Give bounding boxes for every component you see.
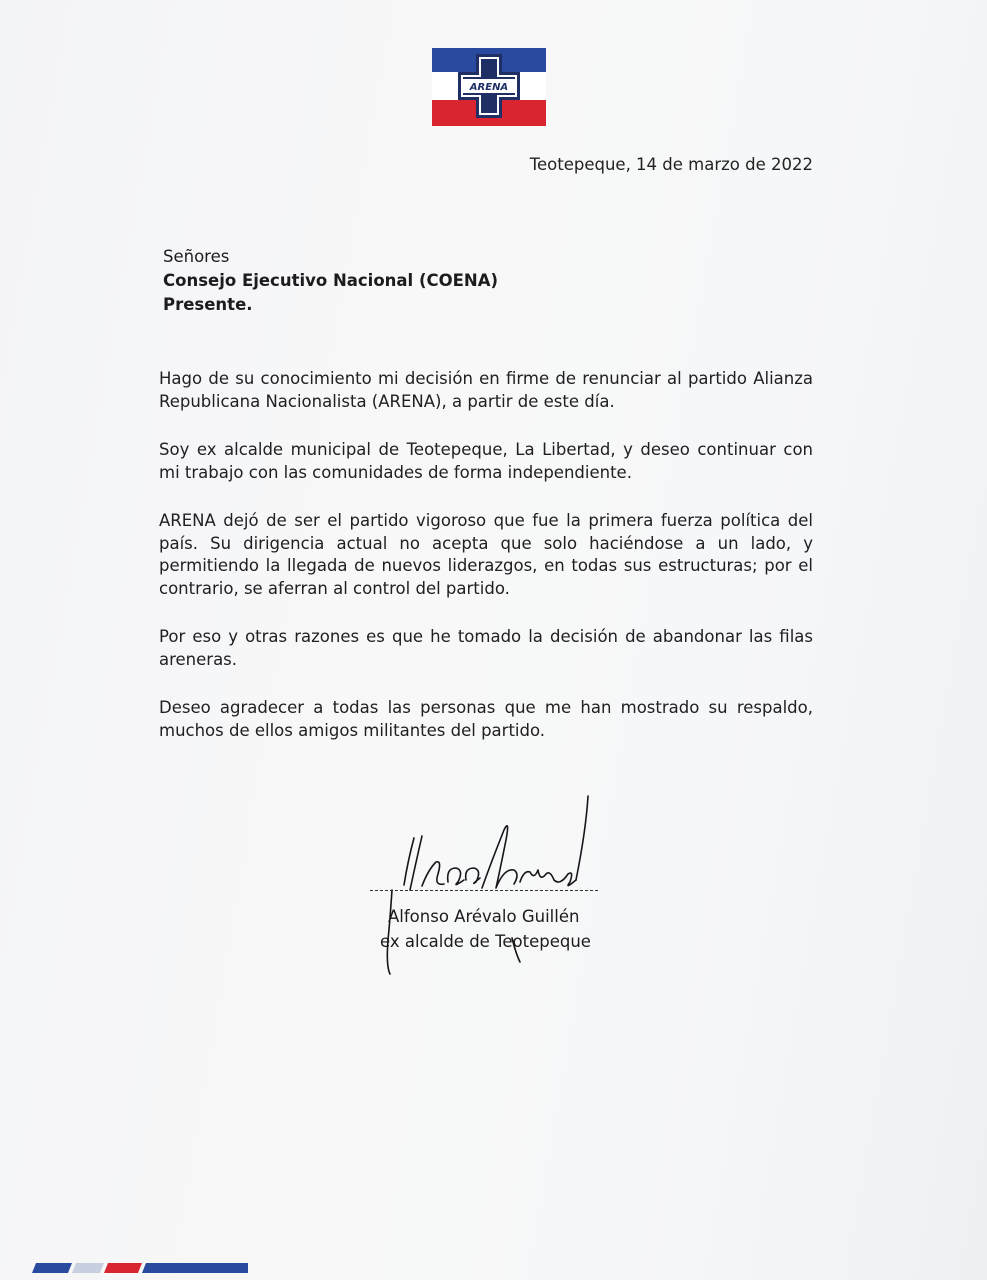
addressee-organization: Consejo Ejecutivo Nacional (COENA) [163,271,499,290]
paragraph-5: Deseo agradecer a todas las personas que me han mostrado su respaldo, muchos de ellos amigos militantes del partido. [159,698,813,740]
arena-logo [432,48,546,126]
signer-title: ex alcalde de Teotepeque [380,932,591,951]
paragraph-3: ARENA dejó de ser el partido vigoroso que fue la primera fuerza política del país. Su dirigencia actual no acepta que solo haciéndose a un lado, y permitiendo la llegada de nuevos liderazgos, en todas sus estructuras; por el contrario, se aferran al control del partido. [159,511,813,598]
footer-color-band [32,1263,248,1273]
addressee-presente: Presente. [163,295,253,314]
paragraph-4: Por eso y otras razones es que he tomado la decisión de abandonar las filas areneras. [159,627,813,669]
letter-body [159,368,813,768]
logo-text: ARENA [469,82,509,93]
signer-name: Alfonso Arévalo Guillén [388,907,580,926]
paragraph-2: Soy ex alcalde municipal de Teotepeque, La Libertad, y deseo continuar con mi trabajo con las comunidades de forma independiente. [159,440,813,482]
addressee-salutation: Señores [163,247,230,266]
letter-date: Teotepeque, 14 de marzo de 2022 [529,155,813,174]
footer-red-segment [104,1263,142,1273]
addressee-block [163,245,498,317]
signature-line [370,890,598,891]
footer-blue-segment [32,1263,72,1273]
paragraph-1: Hago de su conocimiento mi decisión en firme de renunciar al partido Alianza Republicana Nacionalista (ARENA), a partir de este día. [159,369,813,411]
